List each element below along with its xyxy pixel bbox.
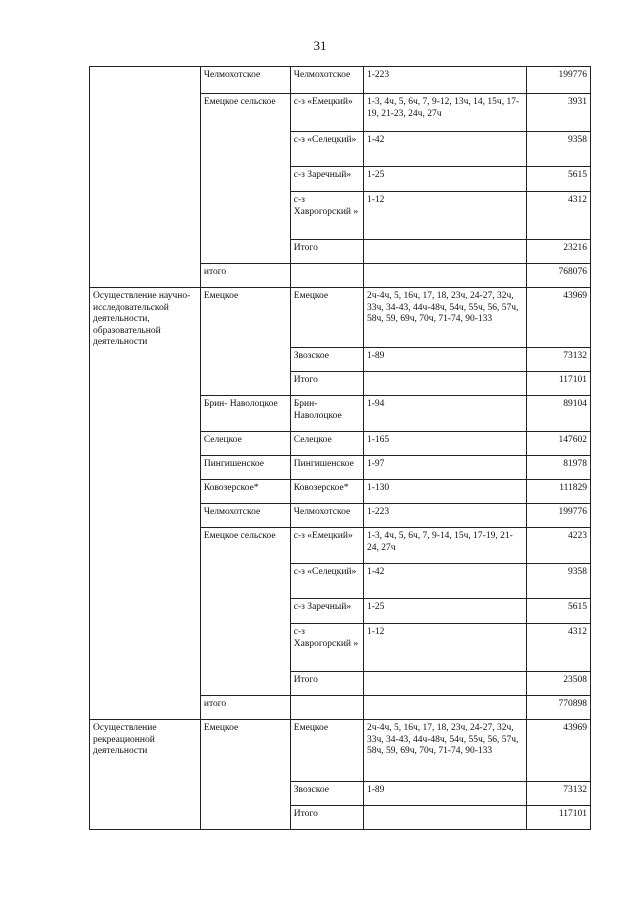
forest-allocation-table bbox=[89, 66, 591, 830]
area-cell: 199776 bbox=[527, 504, 591, 528]
tract-cell: с-з Хаврогорский » bbox=[290, 624, 363, 672]
tract-cell: с-з Заречный» bbox=[290, 599, 363, 624]
blocks-cell: 2ч-4ч, 5, 16ч, 17, 18, 23ч, 24-27, 32ч, 33ч, 34-43, 44ч-48ч, 54ч, 55ч, 56, 57ч, 58ч, 59, 69ч, 70ч, 71-74, 90-133 bbox=[364, 720, 527, 782]
blocks-cell: 1-25 bbox=[364, 599, 527, 624]
tract-cell: Итого bbox=[290, 240, 363, 264]
tract-cell: Селецкое bbox=[290, 432, 363, 456]
area-cell: 73132 bbox=[527, 348, 591, 372]
forestry-cell: Пингишенское bbox=[200, 456, 290, 480]
area-cell: 111829 bbox=[527, 480, 591, 504]
area-cell: 4312 bbox=[527, 192, 591, 240]
forestry-cell: Емецкое bbox=[200, 288, 290, 396]
table-row bbox=[90, 720, 591, 782]
blocks-cell: 1-130 bbox=[364, 480, 527, 504]
tract-cell: с-з Хаврогорский » bbox=[290, 192, 363, 240]
blocks-cell bbox=[364, 372, 527, 396]
blocks-cell: 1-3, 4ч, 5, 6ч, 7, 9-14, 15ч, 17-19, 21-24, 27ч bbox=[364, 528, 527, 564]
blocks-cell: 1-94 bbox=[364, 396, 527, 432]
tract-cell bbox=[290, 696, 363, 720]
tract-cell: Челмохотское bbox=[290, 504, 363, 528]
area-cell: 23216 bbox=[527, 240, 591, 264]
blocks-cell: 1-89 bbox=[364, 782, 527, 806]
tract-cell: с-з «Селецкий» bbox=[290, 564, 363, 599]
page-number: 31 bbox=[313, 38, 327, 53]
blocks-cell bbox=[364, 696, 527, 720]
activity-cell bbox=[90, 67, 201, 288]
blocks-cell: 2ч-4ч, 5, 16ч, 17, 18, 23ч, 24-27, 32ч, 33ч, 34-43, 44ч-48ч, 54ч, 55ч, 56, 57ч, 58ч, 59, 69ч, 70ч, 71-74, 90-133 bbox=[364, 288, 527, 348]
area-cell: 4312 bbox=[527, 624, 591, 672]
area-cell: 199776 bbox=[527, 67, 591, 94]
tract-cell: с-з «Селецкий» bbox=[290, 132, 363, 167]
area-cell: 89104 bbox=[527, 396, 591, 432]
blocks-cell: 1-42 bbox=[364, 132, 527, 167]
tract-cell: Звозское bbox=[290, 782, 363, 806]
tract-cell: с-з Заречный» bbox=[290, 167, 363, 192]
tract-cell: Пингишенское bbox=[290, 456, 363, 480]
tract-cell: Емецкое bbox=[290, 288, 363, 348]
blocks-cell bbox=[364, 806, 527, 830]
activity-cell: Осуществление научно-исследовательской деятельности, образовательной деятельности bbox=[90, 288, 201, 720]
blocks-cell: 1-223 bbox=[364, 67, 527, 94]
tract-cell: Емецкое bbox=[290, 720, 363, 782]
blocks-cell: 1-165 bbox=[364, 432, 527, 456]
blocks-cell: 1-97 bbox=[364, 456, 527, 480]
tract-cell: Ковозерское* bbox=[290, 480, 363, 504]
area-cell: 768076 bbox=[527, 264, 591, 288]
blocks-cell: 1-42 bbox=[364, 564, 527, 599]
forestry-cell: Брин- Наволоцкое bbox=[200, 396, 290, 432]
area-cell: 147602 bbox=[527, 432, 591, 456]
tract-cell: Итого bbox=[290, 372, 363, 396]
tract-cell: Итого bbox=[290, 672, 363, 696]
table-row bbox=[90, 288, 591, 348]
area-cell: 9358 bbox=[527, 564, 591, 599]
forestry-cell: Ковозерское* bbox=[200, 480, 290, 504]
tract-cell: Звозское bbox=[290, 348, 363, 372]
area-cell: 43969 bbox=[527, 288, 591, 348]
blocks-cell: 1-12 bbox=[364, 624, 527, 672]
area-cell: 4223 bbox=[527, 528, 591, 564]
blocks-cell: 1-3, 4ч, 5, 6ч, 7, 9-12, 13ч, 14, 15ч, 17-19, 21-23, 24ч, 27ч bbox=[364, 94, 527, 132]
forestry-cell: Челмохотское bbox=[200, 67, 290, 94]
area-cell: 5615 bbox=[527, 599, 591, 624]
area-cell: 73132 bbox=[527, 782, 591, 806]
area-cell: 9358 bbox=[527, 132, 591, 167]
tract-cell: с-з «Емецкий» bbox=[290, 94, 363, 132]
forestry-cell: Емецкое сельское bbox=[200, 94, 290, 264]
area-cell: 770898 bbox=[527, 696, 591, 720]
tract-cell: Брин-Наволоцкое bbox=[290, 396, 363, 432]
blocks-cell: 1-223 bbox=[364, 504, 527, 528]
activity-cell: Осуществление рекреационной деятельности bbox=[90, 720, 201, 830]
blocks-cell bbox=[364, 264, 527, 288]
area-cell: 81978 bbox=[527, 456, 591, 480]
blocks-cell: 1-89 bbox=[364, 348, 527, 372]
area-cell: 23508 bbox=[527, 672, 591, 696]
tract-cell: Челмохотское bbox=[290, 67, 363, 94]
table-row bbox=[90, 67, 591, 94]
forestry-cell: итого bbox=[200, 264, 290, 288]
area-cell: 3931 bbox=[527, 94, 591, 132]
area-cell: 117101 bbox=[527, 806, 591, 830]
tract-cell bbox=[290, 264, 363, 288]
forestry-cell: Челмохотское bbox=[200, 504, 290, 528]
forestry-cell: итого bbox=[200, 696, 290, 720]
blocks-cell: 1-25 bbox=[364, 167, 527, 192]
blocks-cell: 1-12 bbox=[364, 192, 527, 240]
tract-cell: с-з «Емецкий» bbox=[290, 528, 363, 564]
area-cell: 117101 bbox=[527, 372, 591, 396]
blocks-cell bbox=[364, 240, 527, 264]
forestry-cell: Емецкое сельское bbox=[200, 528, 290, 696]
area-cell: 5615 bbox=[527, 167, 591, 192]
forestry-cell: Селецкое bbox=[200, 432, 290, 456]
blocks-cell bbox=[364, 672, 527, 696]
area-cell: 43969 bbox=[527, 720, 591, 782]
forestry-cell: Емецкое bbox=[200, 720, 290, 830]
tract-cell: Итого bbox=[290, 806, 363, 830]
